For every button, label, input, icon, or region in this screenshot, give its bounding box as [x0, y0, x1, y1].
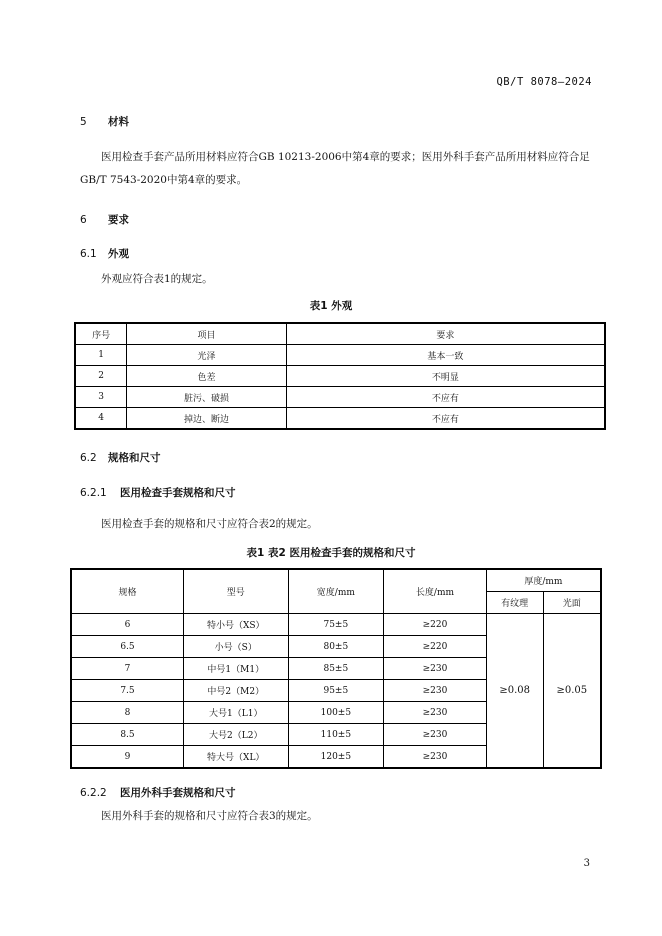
paragraph-appearance — [80, 268, 600, 291]
table-row — [71, 614, 601, 636]
header-cell-thickness: 厚度/mm — [486, 569, 601, 592]
table-cell: 中号2（M2） — [183, 680, 288, 702]
table-cell: 特大号（XL） — [183, 746, 288, 769]
section-number: 6.1 — [80, 248, 97, 260]
section-number: 6.2 — [80, 452, 97, 464]
table-cell: 中号1（M1） — [183, 658, 288, 680]
section-title: 规格和尺寸 — [108, 452, 161, 464]
heading-section-6-2-1 — [80, 485, 236, 500]
section-title: 医用外科手套规格和尺寸 — [120, 787, 236, 799]
table-cell: 9 — [71, 746, 183, 769]
table-cell: 7.5 — [71, 680, 183, 702]
heading-section-6-2 — [80, 450, 161, 465]
section-title: 医用检查手套规格和尺寸 — [120, 487, 236, 499]
table-cell: 大号1（L1） — [183, 702, 288, 724]
table-row — [75, 408, 605, 430]
heading-section-5 — [80, 114, 129, 129]
table-cell: 色差 — [127, 366, 286, 387]
table-row — [75, 366, 605, 387]
paragraph-text: 医用检查手套产品所用材料应符合GB 10213-2006中第4章的要求；医用外科手套产品所用材料应符合足GB/T 7543-2020中第4章的要求。 — [80, 151, 590, 186]
table-header-row — [75, 323, 605, 345]
paragraph-text: 医用外科手套的规格和尺寸应符合表3的规定。 — [101, 810, 318, 822]
page-number: 3 — [583, 858, 590, 869]
section-number: 6 — [80, 214, 87, 226]
paragraph-materials — [80, 146, 600, 192]
table-cell: ≥230 — [384, 746, 487, 769]
paragraph-text: 外观应符合表1的规定。 — [101, 273, 213, 285]
table-cell: 110±5 — [288, 724, 384, 746]
table-cell: 6.5 — [71, 636, 183, 658]
header-cell-item: 项目 — [127, 323, 286, 345]
section-number: 6.2.1 — [80, 487, 107, 499]
thickness-textured-cell: ≥0.08 — [486, 614, 543, 769]
table-cell: 大号2（L2） — [183, 724, 288, 746]
table-cell: 掉边、断边 — [127, 408, 286, 430]
table-cell: 80±5 — [288, 636, 384, 658]
thickness-smooth-cell: ≥0.05 — [543, 614, 601, 769]
header-cell-width: 宽度/mm — [288, 569, 384, 614]
table-cell: ≥230 — [384, 724, 487, 746]
table-row — [75, 345, 605, 366]
standard-code: QB/T 8078—2024 — [496, 76, 592, 88]
table-cell: 100±5 — [288, 702, 384, 724]
header-cell-requirement: 要求 — [286, 323, 605, 345]
table-cell: 8 — [71, 702, 183, 724]
table-cell: 脏污、破损 — [127, 387, 286, 408]
table-cell: 小号（S） — [183, 636, 288, 658]
table-cell: 光泽 — [127, 345, 286, 366]
header-cell-length: 长度/mm — [384, 569, 487, 614]
table-cell: ≥230 — [384, 702, 487, 724]
table-cell: 特小号（XS） — [183, 614, 288, 636]
section-title: 要求 — [108, 214, 129, 226]
header-cell-size: 规格 — [71, 569, 183, 614]
heading-section-6 — [80, 212, 129, 227]
table-cell: ≥220 — [384, 614, 487, 636]
header-cell-model: 型号 — [183, 569, 288, 614]
section-title: 外观 — [108, 248, 129, 260]
table-cell: 95±5 — [288, 680, 384, 702]
paragraph-exam-glove — [80, 513, 600, 536]
table-cell: 不应有 — [286, 387, 605, 408]
table-cell: 2 — [75, 366, 127, 387]
table-row — [75, 387, 605, 408]
section-title: 材料 — [108, 116, 129, 128]
table-cell: ≥230 — [384, 658, 487, 680]
table-cell: 4 — [75, 408, 127, 430]
table-appearance — [74, 322, 606, 430]
table2-caption: 表1 表2 医用检查手套的规格和尺寸 — [246, 547, 416, 559]
heading-section-6-2-2 — [80, 785, 236, 800]
table-cell: ≥230 — [384, 680, 487, 702]
table-cell: 7 — [71, 658, 183, 680]
table-cell: ≥220 — [384, 636, 487, 658]
table-cell: 8.5 — [71, 724, 183, 746]
header-cell-smooth: 光面 — [543, 592, 601, 614]
table-cell: 不应有 — [286, 408, 605, 430]
table-cell: 75±5 — [288, 614, 384, 636]
paragraph-text: 医用检查手套的规格和尺寸应符合表2的规定。 — [101, 518, 318, 530]
section-number: 6.2.2 — [80, 787, 107, 799]
table1-caption: 表1 外观 — [309, 300, 353, 312]
table-cell: 3 — [75, 387, 127, 408]
table-exam-glove-sizes — [70, 568, 602, 769]
table-cell: 6 — [71, 614, 183, 636]
section-number: 5 — [80, 116, 87, 128]
heading-section-6-1 — [80, 246, 129, 261]
table-cell: 不明显 — [286, 366, 605, 387]
paragraph-surgical-glove — [80, 805, 600, 828]
table-cell: 85±5 — [288, 658, 384, 680]
header-cell-no: 序号 — [75, 323, 127, 345]
table-cell: 基本一致 — [286, 345, 605, 366]
header-cell-textured: 有纹理 — [486, 592, 543, 614]
table-cell: 120±5 — [288, 746, 384, 769]
table-cell: 1 — [75, 345, 127, 366]
table-header-row — [71, 569, 601, 592]
